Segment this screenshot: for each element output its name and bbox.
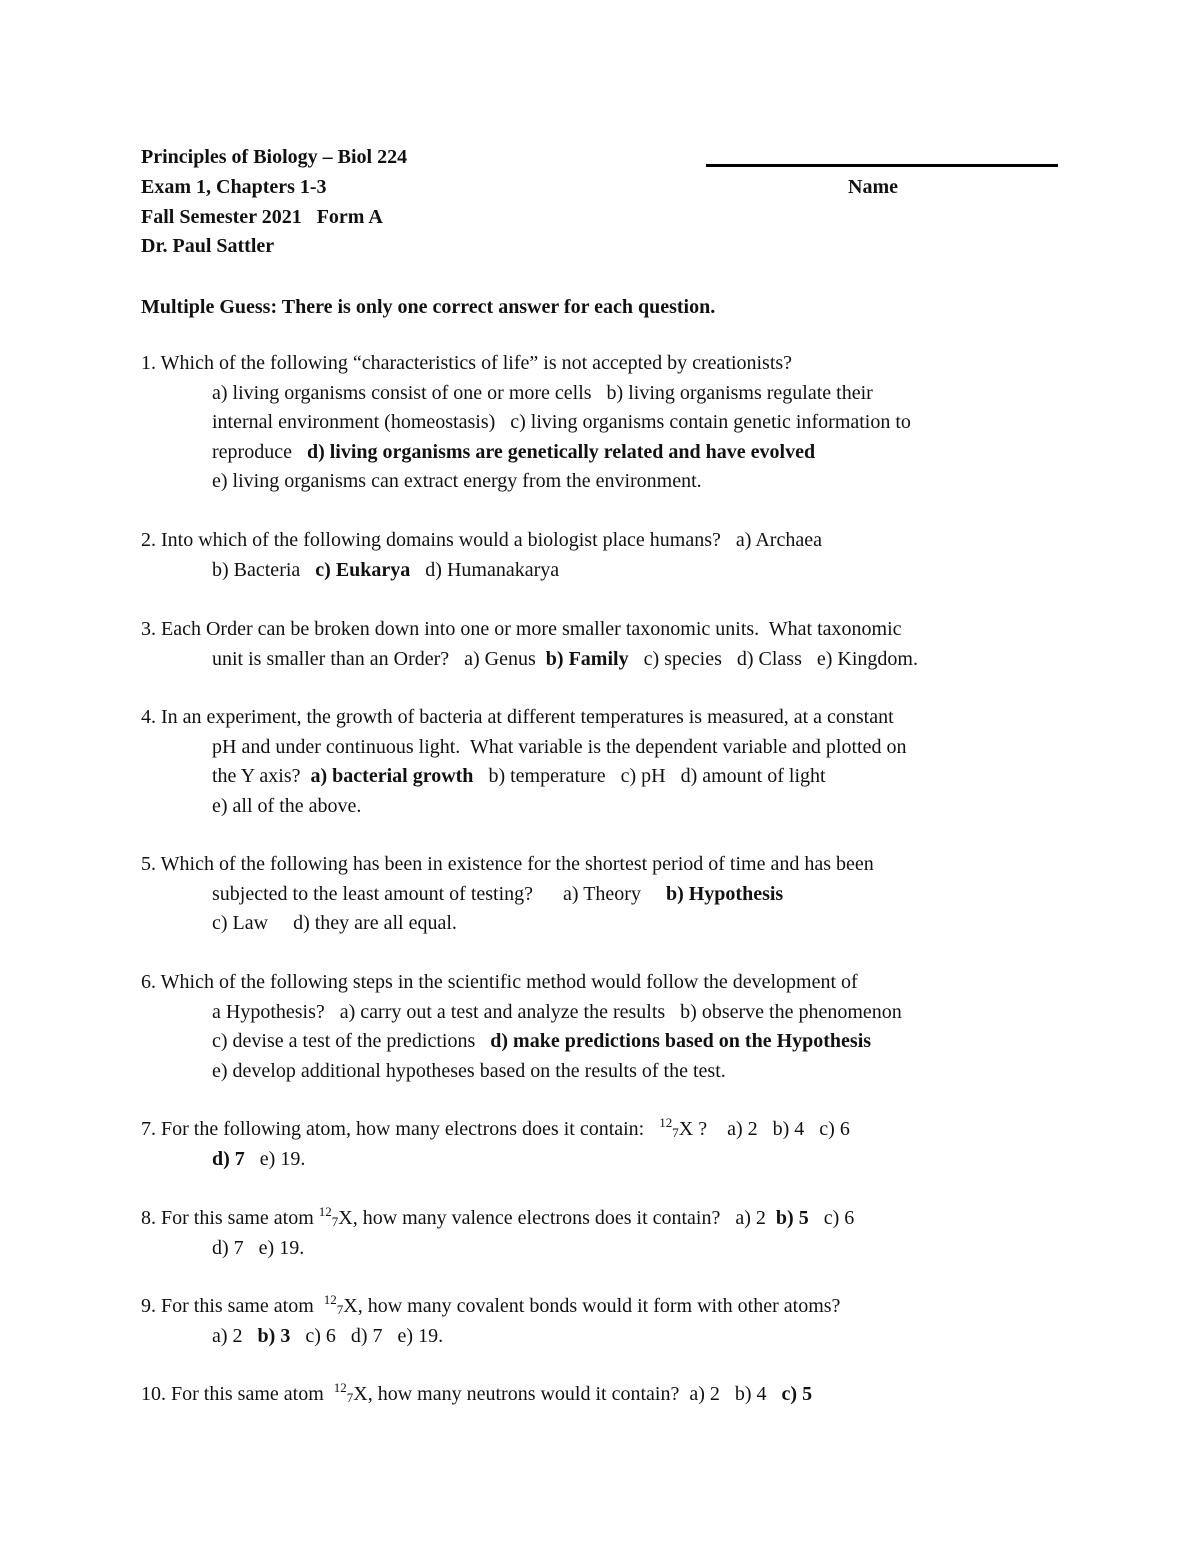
atom-notation xyxy=(659,1115,694,1140)
question-text-part: 10. For this same atom xyxy=(141,1383,334,1405)
instructions: Multiple Guess: There is only one correct answer for each question. xyxy=(141,296,716,318)
answer-options: e) all of the above. xyxy=(212,794,362,817)
mass-number: 12 xyxy=(318,1204,332,1219)
correct-answer: b) Hypothesis xyxy=(665,882,784,905)
question-text xyxy=(141,1380,1071,1410)
correct-answer: b) 5 xyxy=(775,1207,809,1229)
atomic-number: 7 xyxy=(336,1302,344,1317)
answer-options xyxy=(141,880,1071,910)
element-symbol: X xyxy=(353,1383,368,1405)
answer-options xyxy=(141,645,1071,675)
answer-text: unit is smaller than an Order? a) Genus xyxy=(212,647,546,670)
exam-title: Exam 1, Chapters 1-3 xyxy=(141,176,327,198)
mass-number: 12 xyxy=(323,1292,337,1307)
correct-answer: a) bacterial growth xyxy=(310,765,474,788)
question-text: 1. Which of the following “characteristics of life” is not accepted by creationists? xyxy=(141,352,793,374)
atom-notation xyxy=(333,1380,368,1405)
answer-options: a Hypothesis? a) carry out a test and analyze the results b) observe the phenomenon xyxy=(212,1000,902,1023)
name-label: Name xyxy=(848,176,898,198)
answer-text: b) Bacteria xyxy=(212,558,316,581)
answer-options: d) 7 e) 19. xyxy=(212,1236,305,1259)
answer-options: e) living organisms can extract energy from the environment. xyxy=(212,470,702,493)
answer-text: c) species d) Class e) Kingdom. xyxy=(628,647,918,670)
answer-text: c) 6 d) 7 e) 19. xyxy=(290,1324,444,1347)
answer-text: subjected to the least amount of testing? a) Theory xyxy=(212,882,666,905)
question-6 xyxy=(141,968,1071,1086)
question-text: 2. Into which of the following domains would a biologist place humans? a) Archaea xyxy=(141,529,822,551)
name-blank-line xyxy=(706,164,1058,167)
question-5 xyxy=(141,850,1071,939)
atom-notation xyxy=(323,1292,358,1317)
question-text-part: , how many covalent bonds would it form with other atoms? xyxy=(357,1295,841,1317)
element-symbol: X xyxy=(338,1207,353,1229)
correct-answer: b) 3 xyxy=(257,1324,291,1347)
question-text: 3. Each Order can be broken down into one or more smaller taxonomic units. What taxonomic xyxy=(141,618,902,640)
instructor-name: Dr. Paul Sattler xyxy=(141,235,275,257)
question-text-part: 9. For this same atom xyxy=(141,1295,324,1317)
answer-options xyxy=(141,1145,1071,1175)
question-text: pH and under continuous light. What variable is the dependent variable and plotted on xyxy=(212,735,907,758)
question-9 xyxy=(141,1292,1071,1351)
answer-options xyxy=(141,438,1071,468)
answer-options xyxy=(141,762,1071,792)
question-1 xyxy=(141,349,1071,497)
answer-text: a) 2 xyxy=(212,1324,258,1347)
question-text-part: 8. For this same atom xyxy=(141,1207,319,1229)
answer-text: b) temperature c) pH d) amount of light xyxy=(473,765,826,788)
answer-options xyxy=(141,1027,1071,1057)
answer-text: , how many neutrons would it contain? a) 2 b) 4 xyxy=(367,1383,782,1405)
answer-text: the Y axis? xyxy=(212,765,311,788)
answer-options: e) develop additional hypotheses based on the results of the test. xyxy=(212,1059,726,1082)
atomic-number: 7 xyxy=(672,1125,679,1140)
question-8 xyxy=(141,1204,1071,1263)
element-symbol: X xyxy=(678,1118,694,1140)
element-symbol: X xyxy=(343,1295,358,1317)
answer-text: ? a) 2 b) 4 c) 6 xyxy=(693,1118,850,1140)
correct-answer: d) 7 xyxy=(212,1147,245,1170)
answer-text: e) 19. xyxy=(244,1147,306,1170)
answer-options xyxy=(141,1322,1071,1352)
atomic-number: 7 xyxy=(331,1214,339,1229)
correct-answer: d) make predictions based on the Hypothesis xyxy=(490,1030,872,1053)
answer-options xyxy=(141,556,1071,586)
course-title: Principles of Biology – Biol 224 xyxy=(141,146,408,168)
mass-number: 12 xyxy=(333,1380,347,1395)
question-text: 5. Which of the following has been in existence for the shortest period of time and has been xyxy=(141,853,874,875)
atom-notation xyxy=(318,1204,353,1229)
question-text: 4. In an experiment, the growth of bacteria at different temperatures is measured, at a constant xyxy=(141,706,894,728)
semester-form: Fall Semester 2021 Form A xyxy=(141,206,383,228)
question-text xyxy=(141,1115,1071,1145)
question-7 xyxy=(141,1115,1071,1174)
question-text-part: 7. For the following atom, how many electrons does it contain: xyxy=(141,1118,660,1140)
answer-text: d) Humanakarya xyxy=(410,558,560,581)
answer-options: c) Law d) they are all equal. xyxy=(212,912,457,935)
correct-answer: c) Eukarya xyxy=(315,558,411,581)
question-4 xyxy=(141,703,1071,821)
answer-text: c) devise a test of the predictions xyxy=(212,1030,491,1053)
correct-answer: b) Family xyxy=(545,647,629,670)
question-3 xyxy=(141,615,1071,674)
answer-options: a) living organisms consist of one or more cells b) living organisms regulate their xyxy=(212,381,873,404)
answer-text: c) 6 xyxy=(808,1207,855,1229)
atomic-number: 7 xyxy=(346,1390,354,1405)
question-2 xyxy=(141,526,1071,585)
answer-options: internal environment (homeostasis) c) living organisms contain genetic information to xyxy=(212,411,911,434)
question-10 xyxy=(141,1380,1071,1410)
answer-text: reproduce xyxy=(212,440,307,463)
question-text: 6. Which of the following steps in the scientific method would follow the development of xyxy=(141,971,858,993)
answer-text: , how many valence electrons does it contain? a) 2 xyxy=(352,1207,776,1229)
correct-answer: d) living organisms are genetically related and have evolved xyxy=(306,440,816,463)
question-text xyxy=(141,1204,1071,1234)
question-text xyxy=(141,1292,1071,1322)
correct-answer: c) 5 xyxy=(781,1383,813,1405)
mass-number: 12 xyxy=(659,1115,673,1130)
